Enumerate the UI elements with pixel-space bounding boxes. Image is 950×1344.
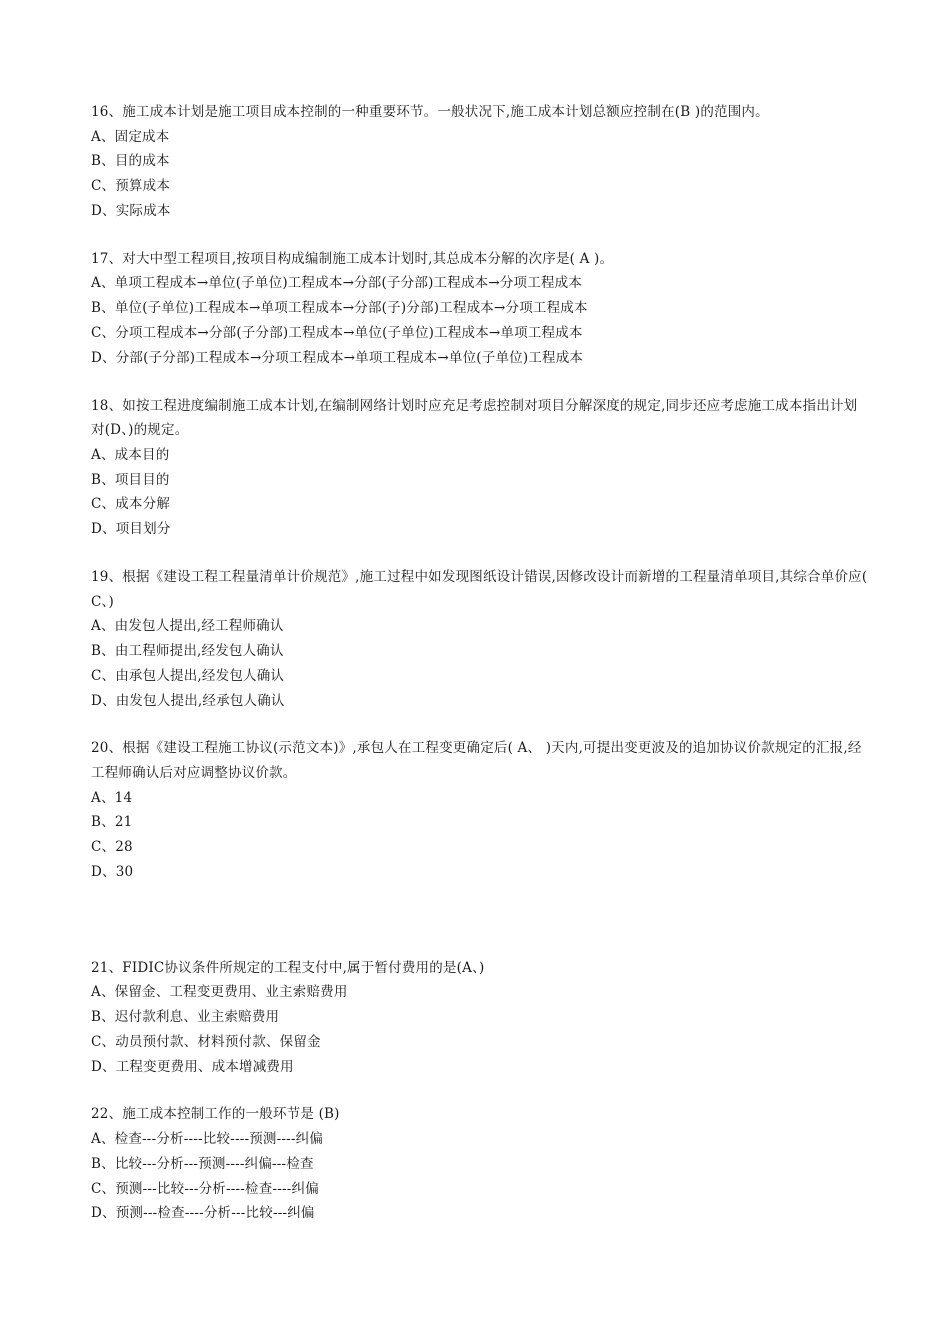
option-d: D、工程变更费用、成本增减费用 xyxy=(91,1058,294,1075)
spacer xyxy=(91,1079,871,1102)
spacer xyxy=(91,885,871,956)
question-stem: 22、施工成本控制工作的一般环节是 (B) xyxy=(91,1106,340,1123)
option-b: B、单位(子单位)工程成本→单项工程成本→分部(子)分部)工程成本→分项工程成本 xyxy=(91,300,588,317)
question-stem: 18、如按工程进度编制施工成本计划,在编制网络计划时应充足考虑控制对项目分解深度的规定,同步还应考虑施工成本指出计划对(D、)的规定。 xyxy=(91,397,858,439)
spacer xyxy=(91,224,871,247)
question-stem: 21、FIDIC协议条件所规定的工程支付中,属于暂付费用的是(A、) xyxy=(91,959,485,976)
question-stem: 16、施工成本计划是施工项目成本控制的一种重要环节。一般状况下,施工成本计划总额应控制在(B )的范围内。 xyxy=(91,104,769,120)
spacer xyxy=(91,713,871,736)
option-b: B、项目目的 xyxy=(91,471,170,488)
option-b: B、目的成本 xyxy=(91,153,170,170)
option-d: D、分部(子分部)工程成本→分项工程成本→单项工程成本→单位(子单位)工程成本 xyxy=(91,349,584,366)
option-a: A、固定成本 xyxy=(91,128,170,145)
question-stem: 20、根据《建设工程施工协议(示范文本)》,承包人在工程变更确定后( A、 )天内,可提出变更波及的追加协议价款规定的汇报,经工程师确认后对应调整协议价款。 xyxy=(91,740,862,781)
option-c: C、预测---比较---分析----检查----纠偏 xyxy=(91,1180,319,1197)
option-a: A、单项工程成本→单位(子单位)工程成本→分部(子分部)工程成本→分项工程成本 xyxy=(91,275,583,292)
document-page xyxy=(91,100,871,1226)
option-b: B、21 xyxy=(91,814,133,831)
spacer xyxy=(91,371,871,394)
option-a: A、14 xyxy=(91,789,133,806)
question-20 xyxy=(91,736,871,884)
option-c: C、预算成本 xyxy=(91,178,171,195)
option-b: B、迟付款利息、业主索赔费用 xyxy=(91,1009,280,1026)
option-d: D、预测---检查----分析---比较---纠偏 xyxy=(91,1205,315,1222)
option-d: D、30 xyxy=(91,863,134,880)
option-c: C、28 xyxy=(91,839,133,856)
option-d: D、实际成本 xyxy=(91,202,171,219)
option-b: B、比较---分析---预测----纠偏---检查 xyxy=(91,1155,314,1172)
option-c: C、由承包人提出,经发包人确认 xyxy=(91,667,285,684)
question-18 xyxy=(91,394,871,542)
option-d: D、由发包人提出,经承包人确认 xyxy=(91,692,285,709)
question-22 xyxy=(91,1102,871,1226)
option-c: C、分项工程成本→分部(子分部)工程成本→单位(子单位)工程成本→单项工程成本 xyxy=(91,324,583,341)
option-d: D、项目划分 xyxy=(91,521,171,538)
question-19 xyxy=(91,565,871,713)
option-a: A、成本目的 xyxy=(91,446,170,463)
option-c: C、成本分解 xyxy=(91,496,171,513)
option-a: A、保留金、工程变更费用、业主索赔费用 xyxy=(91,984,348,1001)
option-b: B、由工程师提出,经发包人确认 xyxy=(91,642,284,659)
option-a: A、由发包人提出,经工程师确认 xyxy=(91,618,284,635)
spacer xyxy=(91,542,871,565)
question-21 xyxy=(91,956,871,1080)
option-a: A、检查---分析----比较----预测----纠偏 xyxy=(91,1131,324,1148)
question-16 xyxy=(91,100,871,224)
option-c: C、动员预付款、材料预付款、保留金 xyxy=(91,1033,321,1050)
question-stem: 19、根据《建设工程工程量清单计价规范》,施工过程中如发现图纸设计错误,因修改设计而新增的工程量清单项目,其综合单价应( C、) xyxy=(91,568,868,610)
question-stem: 17、对大中型工程项目,按项目构成编制施工成本计划时,其总成本分解的次序是( A )。 xyxy=(91,250,614,267)
question-17 xyxy=(91,247,871,371)
